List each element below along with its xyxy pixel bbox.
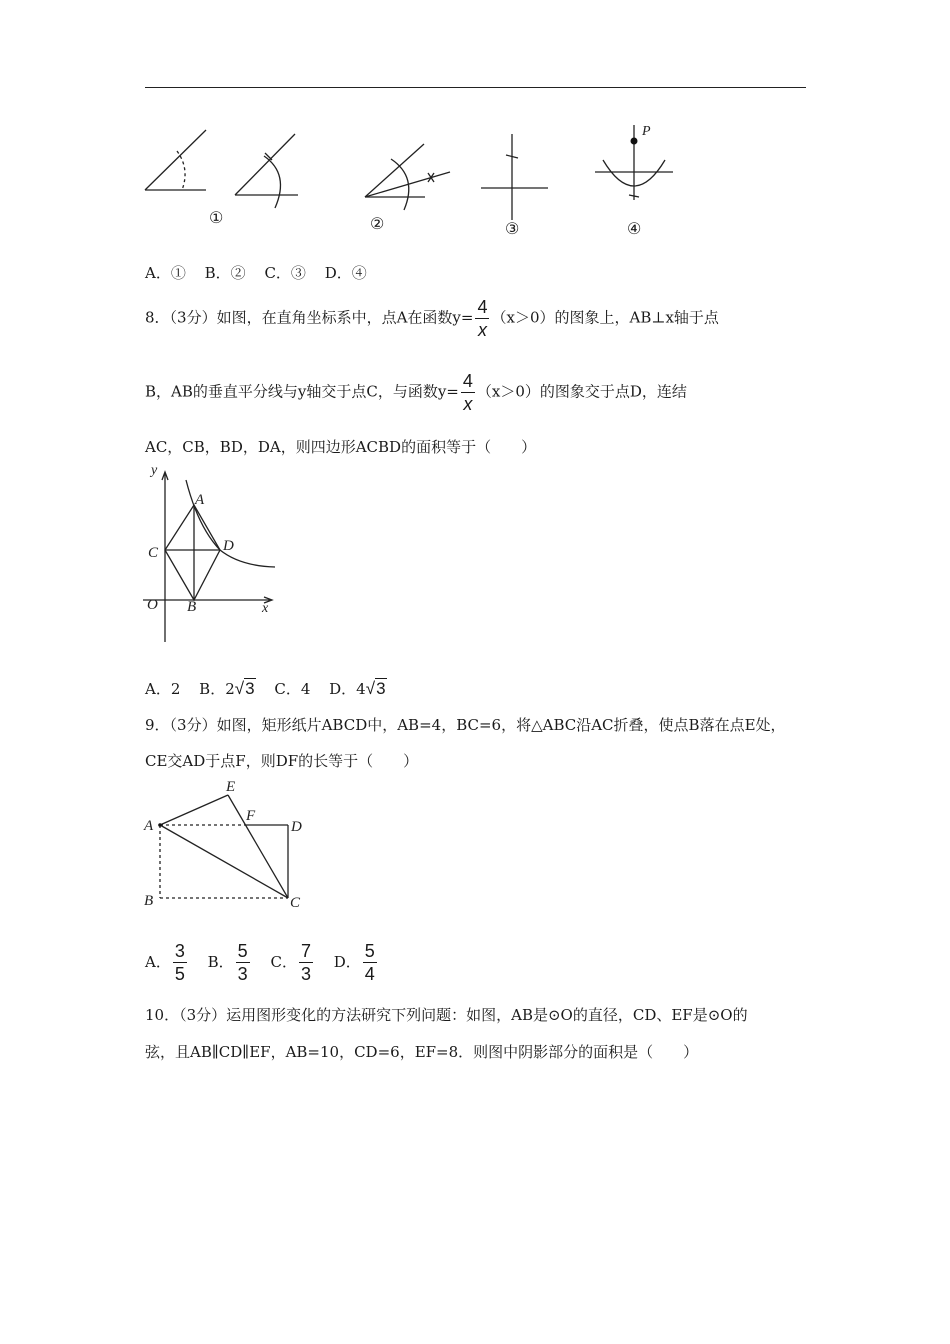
q8-label-c: C [148,545,159,561]
q8-question-line2 [145,372,687,413]
q8-label-d: D [223,538,234,554]
q7-fig-label-1: ① [209,208,224,227]
q7-option-b[interactable]: B．② [204,264,246,282]
q7-fig-label-3: ③ [505,219,520,238]
q8-label-x: x [262,601,269,616]
q7-options [145,262,381,283]
q8-option-b[interactable]: B．2√3 [199,679,255,698]
header-rule [145,87,806,88]
q8-option-a[interactable]: A．2 [145,680,181,698]
q9-label-a: A [144,818,154,834]
q9-options [145,942,393,983]
q8-label-o: O [147,597,158,613]
q8-label-y: y [151,463,158,478]
q9-question-line2: CE交AD于点F，则DF的长等于（ ） [145,752,419,770]
q9-label-b: B [144,893,154,909]
q8-options [145,678,401,699]
q7-fig-label-4: ④ [627,219,642,238]
q8-fraction: $\frac{4}{x}$ [462,371,473,414]
q8-text: （x＞0）的图象交于点D，连结 [476,382,687,401]
q9-option-c[interactable]: C． $\frac{7}{3}$ [270,941,311,984]
q9-question-line1: 9．（3分）如图，矩形纸片ABCD中，AB=4，BC=6，将△ABC沿AC折叠，使点B落在点E处， [145,716,786,734]
q8-text: 8．（3分）如图，在直角坐标系中，点A在函数y= [145,308,474,327]
q7-point-label: P [642,124,651,139]
q8-question-line1 [145,298,719,339]
q8-option-c[interactable]: C．4 [274,680,311,698]
q7-fig-label-2: ② [370,214,385,233]
q7-option-c[interactable]: C．③ [264,264,306,282]
q9-label-c: C [290,895,301,911]
q9-label-e: E [226,779,236,795]
q7-option-a[interactable]: A．① [145,264,186,282]
q9-rectangle-figure [140,775,315,915]
q7-option-d[interactable]: D．④ [324,264,367,282]
q8-fraction: $\frac{4}{x}$ [477,297,488,340]
q9-label-d: D [291,819,302,835]
q9-label-f: F [246,808,256,824]
q8-question-line3: AC，CB，BD，DA，则四边形ACBD的面积等于（ ） [145,438,537,456]
q8-label-b: B [187,599,197,615]
q10-question-line2: 弦，且AB∥CD∥EF，AB=10，CD=6，EF=8．则图中阴影部分的面积是（ ） [145,1043,699,1061]
q8-label-a: A [195,492,205,508]
q9-option-a[interactable]: A． $\frac{3}{5}$ [145,941,185,984]
q10-question-line1: 10．（3分）运用图形变化的方法研究下列问题：如图，AB是⊙O的直径，CD、EF是⊙O的 [145,1006,748,1024]
q9-option-b[interactable]: B． $\frac{5}{3}$ [207,941,248,984]
q8-text: （x＞0）的图象上，AB⊥x轴于点 [491,308,719,327]
q8-option-d[interactable]: D．4√3 [329,679,386,698]
q8-coordinate-figure [140,462,290,647]
q7-construction-figures [140,120,700,245]
q8-text: B，AB的垂直平分线与y轴交于点C，与函数y= [145,382,459,401]
q9-option-d[interactable]: D． $\frac{5}{4}$ [333,941,375,984]
